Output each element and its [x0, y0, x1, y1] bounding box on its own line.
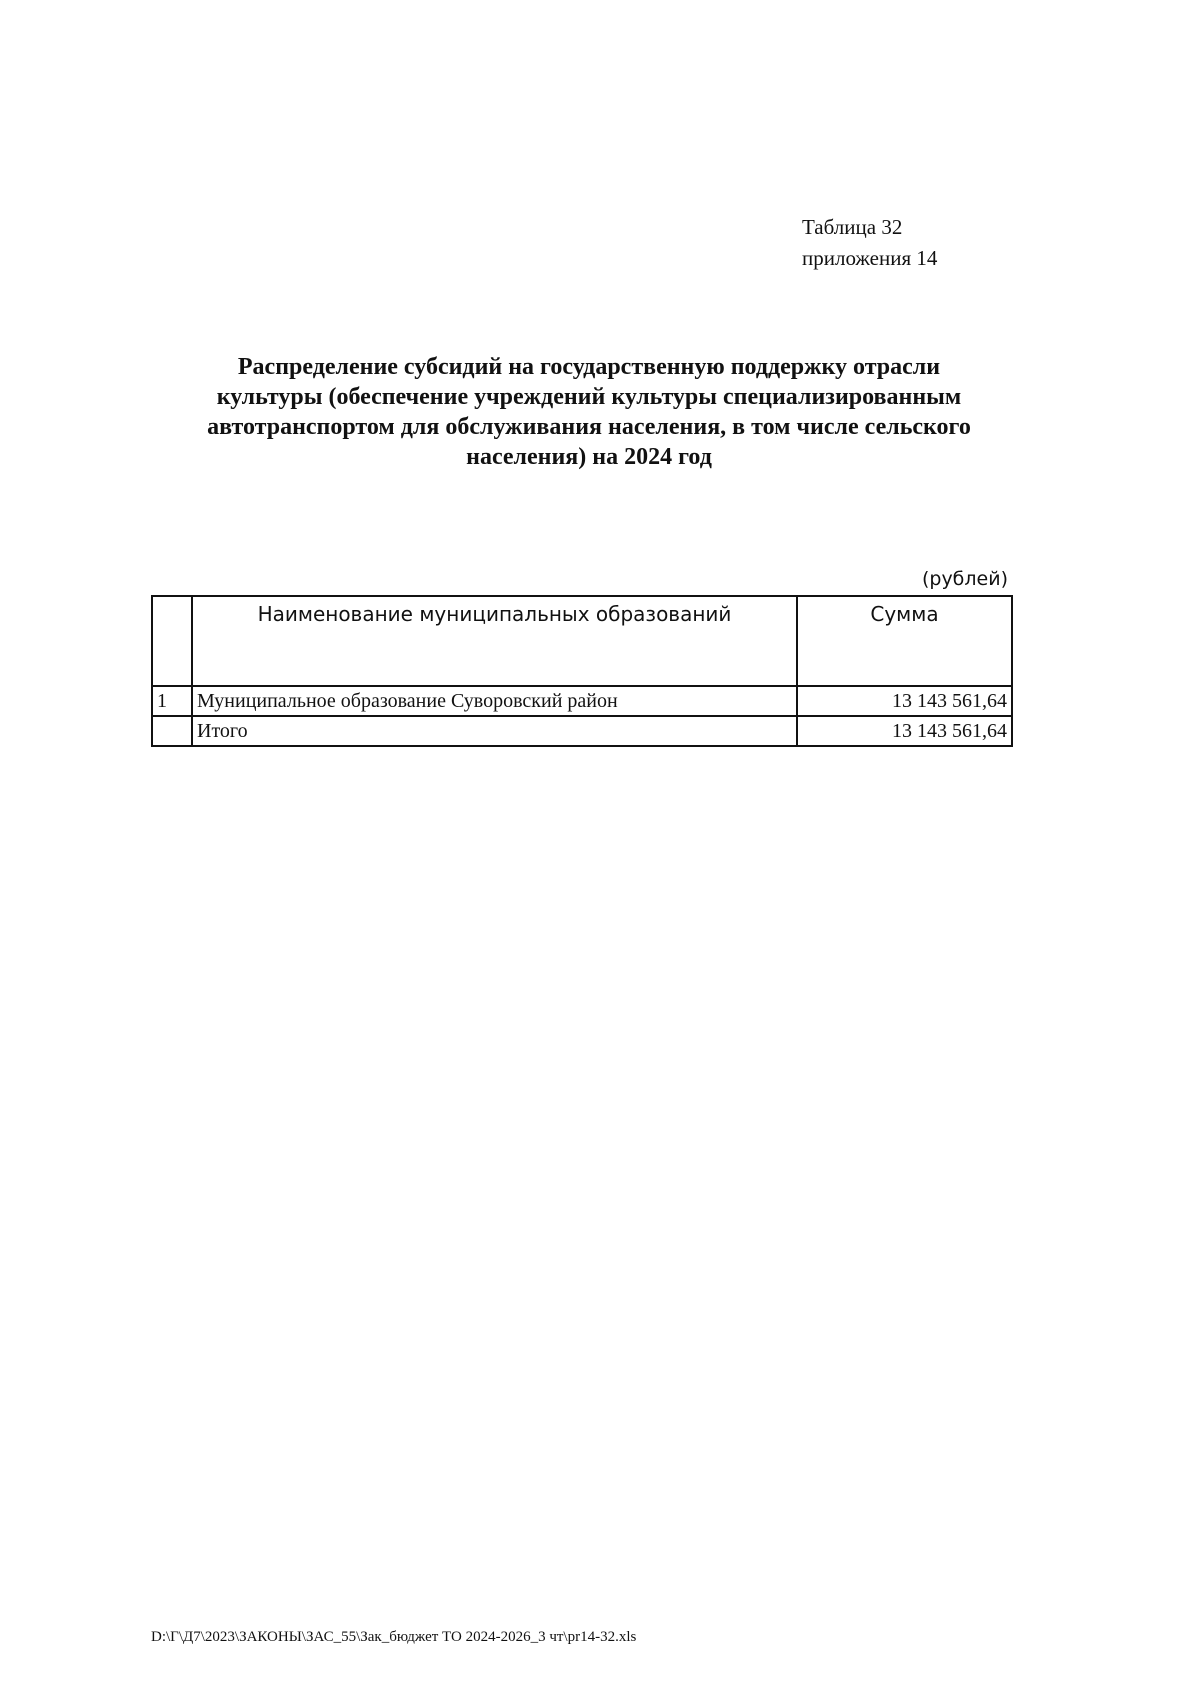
table-number: Таблица 32 [802, 215, 903, 239]
header-municipality-name: Наименование муниципальных образований [192, 596, 797, 686]
file-path-footer: D:\Г\Д7\2023\ЗАКОНЫ\ЗАС_55\Зак_бюджет ТО 2024-2026_3 чт\pr14-32.xls [151, 1629, 637, 1645]
appendix-number: приложения 14 [802, 246, 938, 270]
header-number [152, 596, 192, 686]
title-line: населения) на 2024 год [466, 444, 712, 470]
total-number [152, 716, 192, 746]
total-label: Итого [192, 716, 797, 746]
header-amount: Сумма [797, 596, 1012, 686]
units-label: (рублей) [921, 568, 1008, 590]
title-line: культуры (обеспечение учреждений культуры специализированным [216, 384, 962, 410]
row-number: 1 [152, 686, 192, 716]
table-reference [802, 212, 937, 274]
table-header-row [152, 596, 1012, 686]
table-row [152, 686, 1012, 716]
table-total-row [152, 716, 1012, 746]
title-line: автотранспортом для обслуживания населения, в том числе сельского [207, 414, 971, 440]
subsidy-table [151, 595, 1013, 747]
municipality-name: Муниципальное образование Суворовский район [192, 686, 797, 716]
subsidy-amount: 13 143 561,64 [797, 686, 1012, 716]
document-title [140, 352, 1038, 472]
title-line: Распределение субсидий на государственную поддержку отрасли [237, 354, 941, 380]
total-amount: 13 143 561,64 [797, 716, 1012, 746]
